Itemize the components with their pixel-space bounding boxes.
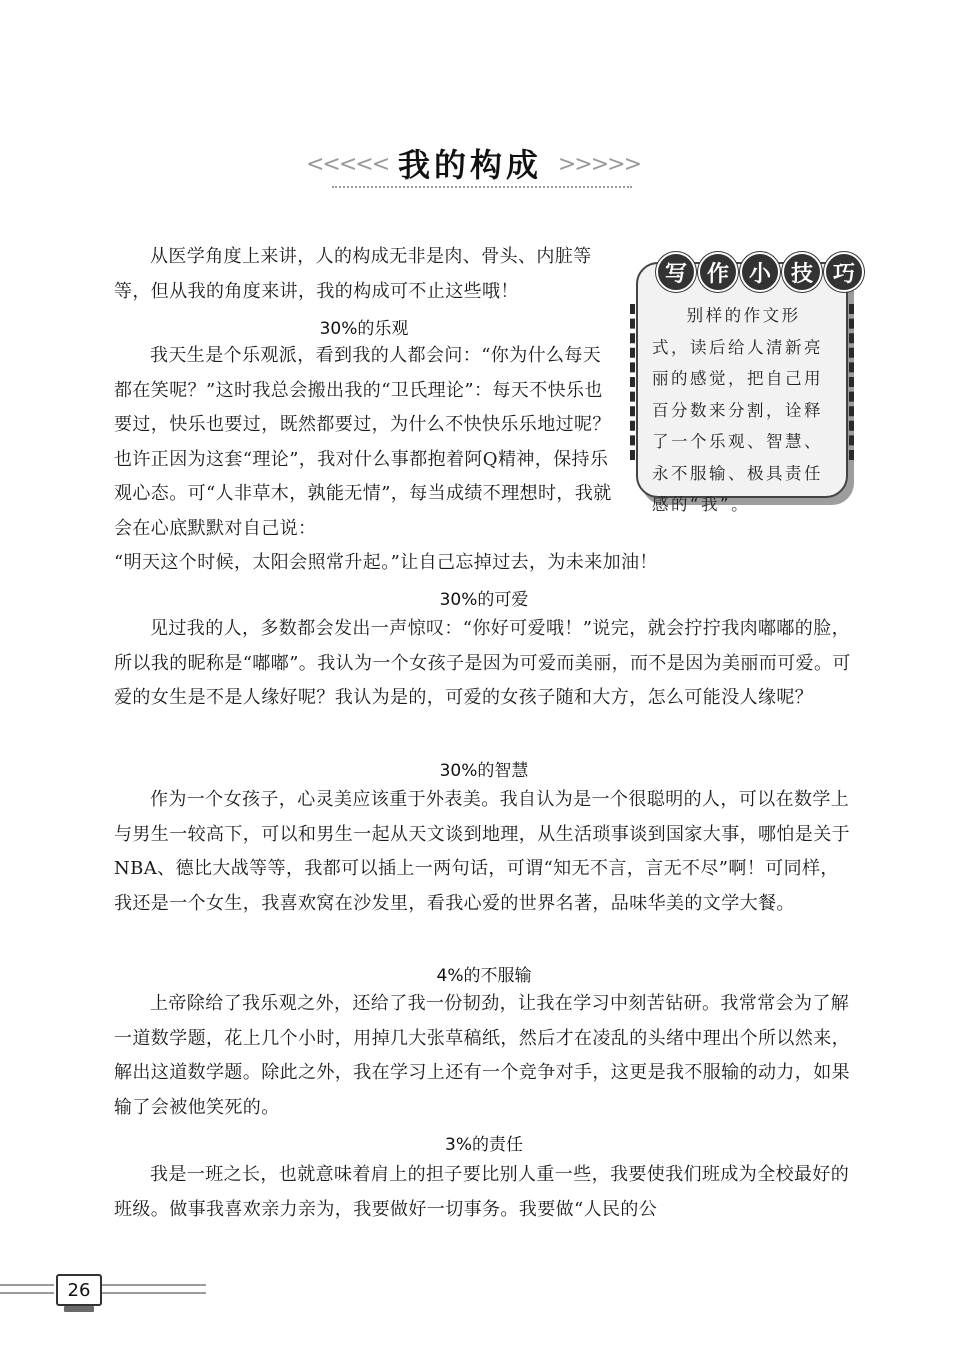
footer-line-right xyxy=(100,1292,206,1294)
title-right-chevrons: >>>>> xyxy=(557,152,640,177)
writing-tip-box xyxy=(636,261,855,514)
page-number: 26 xyxy=(56,1274,102,1306)
section-paragraph: 作为一个女孩子，心灵美应该重于外表美。我自认为是一个很聪明的人，可以在数学上与男生一较高下，可以和男生一起从天文谈到地理，从生活琐事谈到国家大事，哪怕是关于NBA、德比大战等等，我都可以插上一两句话，可谓“知无不言，言无不尽”啊！可同样，我还是一个女生，我喜欢窝在沙发里，看我心爱的世界名著，品味华美的文学大餐。 xyxy=(114,789,850,914)
tip-title-char: 作 xyxy=(698,252,738,292)
writing-tip-title xyxy=(656,252,864,292)
writing-tip-text: 别样的作文形式，读后给人清新亮丽的感觉，把自己用百分数来分割，诠释了一个乐观、智慧、永不服输、极具责任感的“我”。 xyxy=(652,306,823,514)
section-heading: 30%的智慧 xyxy=(439,761,529,781)
section-paragraph: 见过我的人，多数都会发出一声惊叹：“你好可爱哦！”说完，就会拧拧我肉嘟嘟的脸，所以我的昵称是“嘟嘟”。我认为一个女孩子是因为可爱而美丽，而不是因为美丽而可爱。可爱的女生是不是人缘好呢？我认为是的，可爱的女孩子随和大方，怎么可能没人缘呢？ xyxy=(114,618,851,708)
section-paragraph-continued: “明天这个时候，太阳会照常升起。”让自己忘掉过去，为未来加油！ xyxy=(114,552,658,573)
section-paragraph: 我天生是个乐观派，看到我的人都会问：“你为什么每天都在笑呢？”这时我总会搬出我的“卫氏理论”：每天不快乐也要过，快乐也要过，既然都要过，为什么不快快乐乐地过呢？也许正因为这套“理论”，我对什么事都抱着阿Q精神，保持乐观心态。可“人非草木，孰能无情”，每当成绩不理想时，我就会在心底默默对自己说： xyxy=(114,345,612,539)
section-heading: 30%的乐观 xyxy=(319,319,409,339)
tip-title-char: 小 xyxy=(740,252,780,292)
intro-paragraph: 从医学角度上来讲，人的构成无非是肉、骨头、内脏等等，但从我的角度来讲，我的构成可不止这些哦！ xyxy=(114,246,592,302)
page-number-stand xyxy=(64,1306,94,1312)
tip-title-char: 写 xyxy=(656,252,696,292)
tip-title-char: 巧 xyxy=(824,252,864,292)
page-title: 我的构成 xyxy=(397,146,542,184)
title-dotted-underline xyxy=(332,186,632,188)
section-heading: 30%的可爱 xyxy=(439,590,529,610)
title-left-chevrons: <<<<< xyxy=(306,152,389,177)
footer-line-right xyxy=(100,1284,206,1286)
footer-line-left xyxy=(0,1284,54,1286)
section-paragraph: 上帝除给了我乐观之外，还给了我一份韧劲，让我在学习中刻苦钻研。我常常会为了解一道数学题，花上几个小时，用掉几大张草稿纸，然后才在凌乱的头绪中理出个所以然来，解出这道数学题。除此之外，我在学习上还有一个竞争对手，这更是我不服输的动力，如果输了会被他笑死的。 xyxy=(114,993,850,1118)
section-heading: 3%的责任 xyxy=(445,1135,523,1155)
section-heading: 4%的不服输 xyxy=(436,966,532,986)
tip-title-char: 技 xyxy=(782,252,822,292)
title-block xyxy=(300,138,640,190)
section-paragraph: 我是一班之长，也就意味着肩上的担子要比别人重一些，我要使我们班成为全校最好的班级。做事我喜欢亲力亲为，我要做好一切事务。我要做“人民的公 xyxy=(114,1164,850,1220)
footer-line-left xyxy=(0,1292,54,1294)
